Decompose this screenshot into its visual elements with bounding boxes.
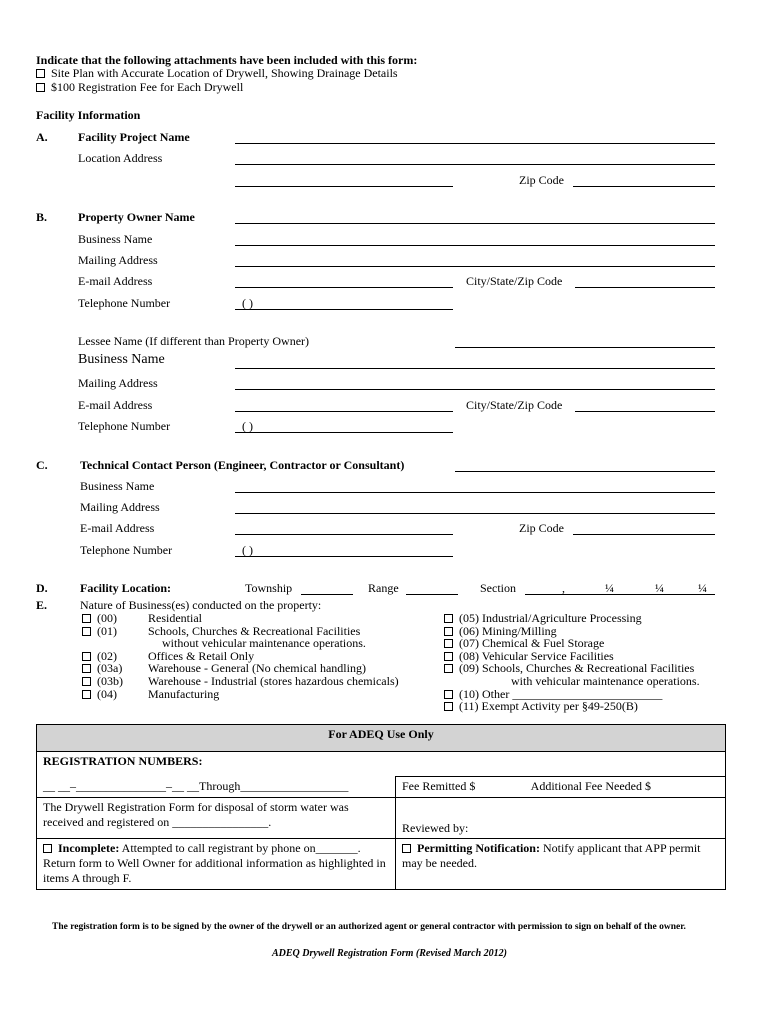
section-a-letter: A. <box>36 130 48 144</box>
owner-telephone-label: Telephone Number <box>78 296 171 310</box>
checkbox-07[interactable] <box>444 639 453 648</box>
quarter-2: ¼ <box>655 581 664 595</box>
registered-on-cell <box>37 798 396 839</box>
quarter-1: ¼ <box>605 581 614 595</box>
business-item-05[interactable]: (05) Industrial/Agriculture Processing <box>444 611 642 625</box>
permitting-checkbox[interactable] <box>402 844 411 853</box>
business-item-11[interactable]: (11) Exempt Activity per §49-250(B) <box>444 699 638 713</box>
checkbox-04[interactable] <box>82 690 91 699</box>
checkbox-06[interactable] <box>444 627 453 636</box>
tech-email-field[interactable] <box>235 534 453 535</box>
business-item-04[interactable]: (04) <box>82 687 117 701</box>
section-b-letter: B. <box>36 210 48 224</box>
owner-mailing-address-label: Mailing Address <box>78 253 158 267</box>
township-field[interactable] <box>301 594 353 595</box>
lessee-phone-parens: ( ) <box>242 419 253 433</box>
tech-telephone-label: Telephone Number <box>80 543 173 557</box>
business-label-03b: Warehouse - Industrial (stores hazardous chemicals) <box>148 674 399 688</box>
facility-project-name-field[interactable] <box>235 143 715 144</box>
business-item-03a[interactable]: (03a) <box>82 661 122 675</box>
property-owner-name-label: Property Owner Name <box>78 210 195 224</box>
facility-info-heading: Facility Information <box>36 108 141 122</box>
attachment-site-plan[interactable]: Site Plan with Accurate Location of Drywell, Showing Drainage Details <box>36 66 398 80</box>
lessee-city-state-zip-field[interactable] <box>575 411 715 412</box>
business-item-09[interactable]: (09) Schools, Churches & Recreational Facilities <box>444 661 694 675</box>
checkbox-11[interactable] <box>444 702 453 711</box>
lessee-telephone-field[interactable] <box>235 432 453 433</box>
section-d-letter: D. <box>36 581 48 595</box>
business-item-06[interactable]: (06) Mining/Milling <box>444 624 557 638</box>
township-label: Township <box>245 581 293 595</box>
range-field[interactable] <box>406 594 458 595</box>
owner-email-label: E-mail Address <box>78 274 153 288</box>
checkbox-03b[interactable] <box>82 677 91 686</box>
tech-email-label: E-mail Address <box>80 521 155 535</box>
adeq-title: For ADEQ Use Only <box>37 725 726 752</box>
tech-zip-code-label: Zip Code <box>519 521 564 535</box>
registered-on-text: The Drywell Registration Form for disposal of storm water was received and registered on ________________. <box>43 800 349 829</box>
owner-mailing-address-field[interactable] <box>235 266 715 267</box>
range-label: Range <box>368 581 399 595</box>
tech-business-name-field[interactable] <box>235 492 715 493</box>
owner-city-state-zip-label: City/State/Zip Code <box>466 274 563 288</box>
checkbox-05[interactable] <box>444 614 453 623</box>
checkbox-fee[interactable] <box>36 83 45 92</box>
owner-email-field[interactable] <box>235 287 453 288</box>
business-item-01[interactable]: (01) <box>82 624 117 638</box>
nature-of-business-label: Nature of Business(es) conducted on the property: <box>80 598 322 612</box>
checkbox-10[interactable] <box>444 690 453 699</box>
business-item-02[interactable]: (02) <box>82 649 117 663</box>
tech-phone-parens: ( ) <box>242 543 253 557</box>
permitting-label: Permitting Notification: <box>417 841 540 855</box>
lessee-telephone-label: Telephone Number <box>78 419 171 433</box>
section-field[interactable] <box>525 594 715 595</box>
signature-note: The registration form is to be signed by the owner of the drywell or an authorized agent or general contractor with permission to sign on behalf of the owner. <box>52 922 686 932</box>
location-address-label: Location Address <box>78 151 163 165</box>
section-e-letter: E. <box>36 598 48 612</box>
technical-contact-heading: Technical Contact Person (Engineer, Contractor or Consultant) <box>80 458 405 472</box>
lessee-mailing-address-label: Mailing Address <box>78 376 158 390</box>
section-comma: , <box>562 581 565 595</box>
owner-telephone-field[interactable] <box>235 309 453 310</box>
registration-number-field[interactable]: __ __–_______________–__ __Through__________________ <box>37 777 396 798</box>
checkbox-02[interactable] <box>82 652 91 661</box>
lessee-email-label: E-mail Address <box>78 398 153 412</box>
business-item-08[interactable]: (08) Vehicular Service Facilities <box>444 649 614 663</box>
business-label-04: Manufacturing <box>148 687 220 701</box>
business-label-00: Residential <box>148 611 202 625</box>
technical-contact-field[interactable] <box>455 471 715 472</box>
business-label-01: Schools, Churches & Recreational Facilities <box>148 624 361 638</box>
form-title-footer: ADEQ Drywell Registration Form (Revised March 2012) <box>272 948 508 959</box>
lessee-mailing-address-field[interactable] <box>235 389 715 390</box>
checkbox-03a[interactable] <box>82 664 91 673</box>
business-label-09-cont: with vehicular maintenance operations. <box>511 674 700 688</box>
tech-mailing-address-label: Mailing Address <box>80 500 160 514</box>
section-c-letter: C. <box>36 458 48 472</box>
checkbox-01[interactable] <box>82 627 91 636</box>
business-label-01-cont: without vehicular maintenance operations. <box>162 636 366 650</box>
checkbox-09[interactable] <box>444 664 453 673</box>
facility-location-label: Facility Location: <box>80 581 171 595</box>
business-item-03b[interactable]: (03b) <box>82 674 123 688</box>
location-address-field[interactable] <box>235 164 715 165</box>
incomplete-text: Attempted to call registrant by phone on_______. Return form to Well Owner for additional information as highlighted in items A through F. <box>43 841 386 885</box>
business-label-02: Offices & Retail Only <box>148 649 255 663</box>
lessee-city-state-zip-label: City/State/Zip Code <box>466 398 563 412</box>
checkbox-00[interactable] <box>82 614 91 623</box>
owner-city-state-zip-field[interactable] <box>575 287 715 288</box>
fee-remitted-label: Fee Remitted $ <box>402 779 476 793</box>
business-item-00[interactable]: (00) <box>82 611 117 625</box>
lessee-business-name-label: Business Name <box>78 352 165 367</box>
lessee-name-field[interactable] <box>455 347 715 348</box>
business-item-07[interactable]: (07) Chemical & Fuel Storage <box>444 636 604 650</box>
tech-business-name-label: Business Name <box>80 479 155 493</box>
location-address-field-2[interactable] <box>235 186 453 187</box>
reviewed-by-label: Reviewed by: <box>402 821 469 835</box>
zip-code-label: Zip Code <box>519 173 564 187</box>
quarter-3: ¼ <box>698 581 707 595</box>
permitting-cell <box>396 839 726 890</box>
additional-fee-label: Additional Fee Needed $ <box>530 779 651 793</box>
tech-zip-code-field[interactable] <box>573 534 715 535</box>
checkbox-08[interactable] <box>444 652 453 661</box>
business-label-03a: Warehouse - General (No chemical handling) <box>148 661 366 675</box>
reviewed-by-cell <box>396 798 726 839</box>
adeq-use-only-table <box>36 724 726 890</box>
permitting-text: Notify applicant that APP permit may be needed. <box>402 841 701 870</box>
tech-telephone-field[interactable] <box>235 556 453 557</box>
fee-cell <box>396 777 726 798</box>
section-label: Section <box>480 581 516 595</box>
lessee-business-name-field[interactable] <box>235 368 715 369</box>
incomplete-cell <box>37 839 396 890</box>
incomplete-checkbox[interactable] <box>43 844 52 853</box>
owner-business-name-label: Business Name <box>78 232 153 246</box>
lessee-name-label: Lessee Name (If different than Property Owner) <box>78 334 310 348</box>
owner-business-name-field[interactable] <box>235 245 715 246</box>
facility-project-name-label: Facility Project Name <box>78 130 190 144</box>
attachment-fee[interactable]: $100 Registration Fee for Each Drywell <box>36 80 243 94</box>
registration-numbers-label: REGISTRATION NUMBERS: <box>37 752 726 777</box>
owner-phone-parens: ( ) <box>242 296 253 310</box>
business-item-10[interactable]: (10) Other _________________________ <box>444 687 662 701</box>
checkbox-site-plan[interactable] <box>36 69 45 78</box>
attachments-heading: Indicate that the following attachments have been included with this form: <box>36 53 418 67</box>
tech-mailing-address-field[interactable] <box>235 513 715 514</box>
incomplete-label: Incomplete: <box>58 841 120 855</box>
zip-code-field[interactable] <box>573 186 715 187</box>
lessee-email-field[interactable] <box>235 411 453 412</box>
property-owner-name-field[interactable] <box>235 223 715 224</box>
